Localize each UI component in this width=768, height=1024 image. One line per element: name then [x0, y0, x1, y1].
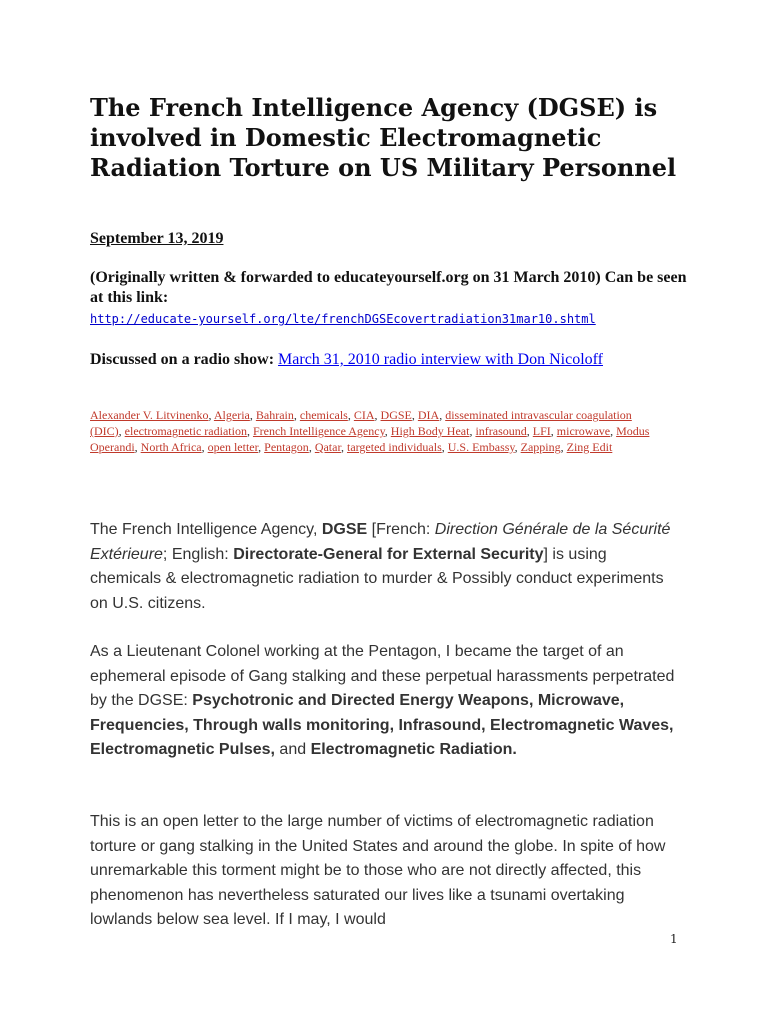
- text-run: ] is using chemicals & electromagnetic radiation to murder & Possibly conduct experiments on U.S. citizens.: [90, 545, 664, 612]
- text-run-italic: Direction Générale de la Sécurité Extérieure: [90, 521, 671, 563]
- tag-link[interactable]: U.S. Embassy: [447, 440, 515, 454]
- tag-link[interactable]: LFI: [532, 424, 551, 438]
- tag-link[interactable]: Bahrain: [255, 408, 294, 422]
- tag-link[interactable]: targeted individuals: [346, 440, 442, 454]
- tag-link[interactable]: electromagnetic radiation: [124, 424, 247, 438]
- radio-interview-link[interactable]: March 31, 2010 radio interview with Don Nicoloff: [278, 351, 603, 368]
- source-link[interactable]: http://educate-yourself.org/lte/frenchDGSEcovertradiation31mar10.shtml: [90, 312, 596, 326]
- radio-line: [90, 351, 603, 369]
- text-run-bold: Psychotronic and Directed Energy Weapons, Microwave, Frequencies, Through walls monitoring, Infrasound, Electromagnetic Waves, Electromagnetic Pulses,: [90, 692, 674, 758]
- tag-link[interactable]: Algeria: [213, 408, 250, 422]
- tag-link[interactable]: Modus Operandi: [90, 424, 650, 454]
- text-run: and: [274, 741, 311, 758]
- tag-link[interactable]: infrasound: [475, 424, 527, 438]
- text-run: The French Intelligence Agency,: [90, 521, 322, 538]
- tag-link[interactable]: Qatar: [314, 440, 341, 454]
- origin-note: (Originally written & forwarded to educateyourself.org on 31 March 2010) Can be seen at this link:: [90, 269, 687, 306]
- article-title: The French Intelligence Agency (DGSE) is involved in Domestic Electromagnetic Radiation Torture on US Military Personnel: [90, 93, 677, 182]
- page-number: 1: [670, 932, 678, 946]
- text-run: [French:: [367, 521, 435, 538]
- text-run-bold: Electromagnetic Radiation.: [310, 741, 517, 758]
- tag-link[interactable]: Alexander V. Litvinenko: [90, 408, 209, 422]
- tag-link[interactable]: open letter: [207, 440, 259, 454]
- paragraph-open-letter: This is an open letter to the large number of victims of electromagnetic radiation torture or gang stalking in the United States and around the globe. In spite of how unremarkable this torment might be to those who are not directly affected, this phenomenon has nevertheless saturated our lives like a tsunami overtaking lowlands below sea level. If I may, I would: [90, 813, 666, 928]
- text-run: ; English:: [162, 545, 234, 563]
- text-run-bold: DGSE: [321, 521, 368, 538]
- tag-link[interactable]: North Africa: [140, 440, 202, 454]
- article-date: September 13, 2019: [90, 230, 224, 247]
- tag-link[interactable]: DGSE: [380, 408, 412, 422]
- tag-link[interactable]: DIA: [417, 408, 440, 422]
- tag-link[interactable]: Pentagon: [264, 440, 309, 454]
- text-run: As a Lieutenant Colonel working at the Pentagon, I became the target of an ephemeral episode of Gang stalking and these perpetual harassments perpetrated by the DGSE:: [90, 643, 675, 709]
- paragraph-dgse: [90, 518, 680, 616]
- tag-list: Alexander V. Litvinenko, Algeria, Bahrain, chemicals, CIA, DGSE, DIA, disseminated intravascular coagulation (DIC), electromagnetic radiation, French Intelligence Agency, High Body Heat, infrasound, LFI, microwave, Modus Operandi, North Africa, open letter, Pentagon, Qatar, targeted individuals, U.S. Embassy, Zapping, Zing Edit: [90, 408, 650, 454]
- paragraph-pentagon: [90, 640, 680, 763]
- tag-link[interactable]: Zapping: [520, 440, 561, 454]
- tag-link[interactable]: Zing Edit: [566, 440, 613, 454]
- tag-link[interactable]: CIA: [353, 408, 375, 422]
- radio-label: Discussed on a radio show:: [90, 351, 275, 368]
- tag-link[interactable]: chemicals: [299, 408, 348, 422]
- tag-link[interactable]: disseminated intravascular coagulation (DIC): [90, 408, 632, 438]
- tag-link[interactable]: French Intelligence Agency: [252, 424, 385, 438]
- tag-link[interactable]: microwave: [556, 424, 611, 438]
- text-run-bold: Directorate-General for External Security: [233, 545, 544, 563]
- tag-link[interactable]: High Body Heat: [390, 424, 470, 438]
